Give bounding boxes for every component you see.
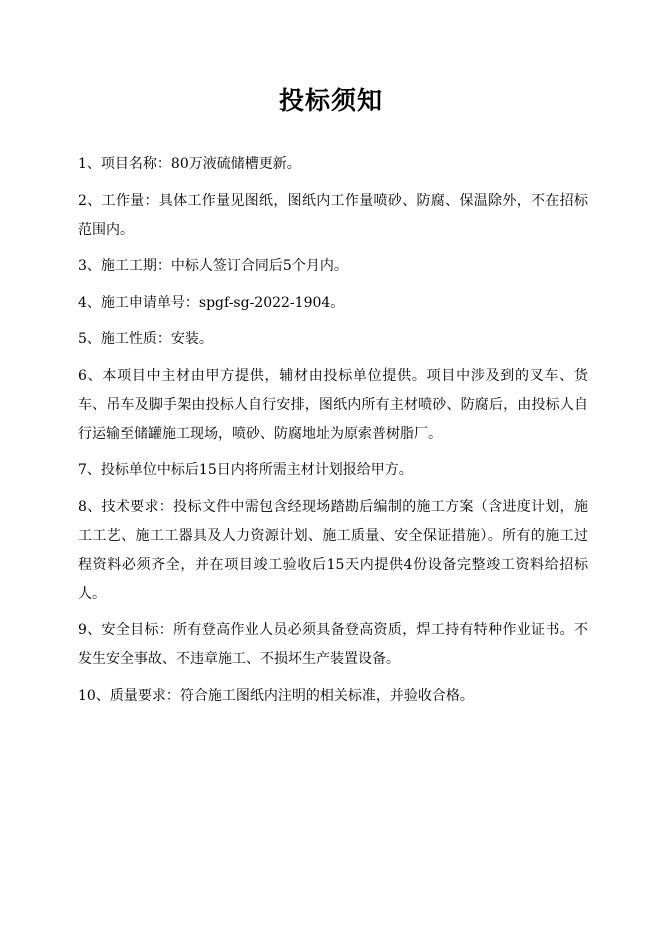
item-construction-nature: 5、施工性质：安装。: [78, 331, 213, 347]
item-application-number: 4、施工申请单号：spgf-sg-2022-1904。: [78, 294, 345, 311]
item-technical-requirements: 8、技术要求：投标文件中需包含经现场踏勘后编制的施工方案（含进度计划，施工工艺、施工工器具及人力资源计划、施工质量、安全保证措施）。所有的施工过程资料必须齐全，并在项目竣工验收后15天内提供4份设备完整竣工资料给招标人。: [78, 498, 588, 602]
item-materials-plan: 7、投标单位中标后15日内将所需主材计划报给甲方。: [78, 462, 413, 478]
item-quality-requirements: 10、质量要求：符合施工图纸内注明的相关标准，并验收合格。: [78, 687, 474, 704]
item-workload: 2、工作量：具体工作量见图纸，图纸内工作量喷砂、防腐、保温除外，不在招标范围内。: [78, 192, 588, 238]
document-title: 投标须知: [278, 86, 383, 115]
item-construction-period: 3、施工工期：中标人签订合同后5个月内。: [78, 258, 348, 274]
document-body: [78, 150, 588, 718]
item-project-name: 1、项目名称：80万液硫储槽更新。: [78, 156, 301, 172]
item-safety-goals: 9、安全目标：所有登高作业人员必须具备登高资质，焊工持有特种作业证书。不发生安全事故、不违章施工、不损坏生产装置设备。: [78, 622, 588, 667]
item-materials-supply: 6、本项目中主材由甲方提供，辅材由投标单位提供。项目中涉及到的叉车、货车、吊车及脚手架由投标人自行安排，图纸内所有主材喷砂、防腐后，由投标人自行运输至储罐施工现场，喷砂、防腐地址为原索普树脂厂。: [78, 367, 588, 442]
